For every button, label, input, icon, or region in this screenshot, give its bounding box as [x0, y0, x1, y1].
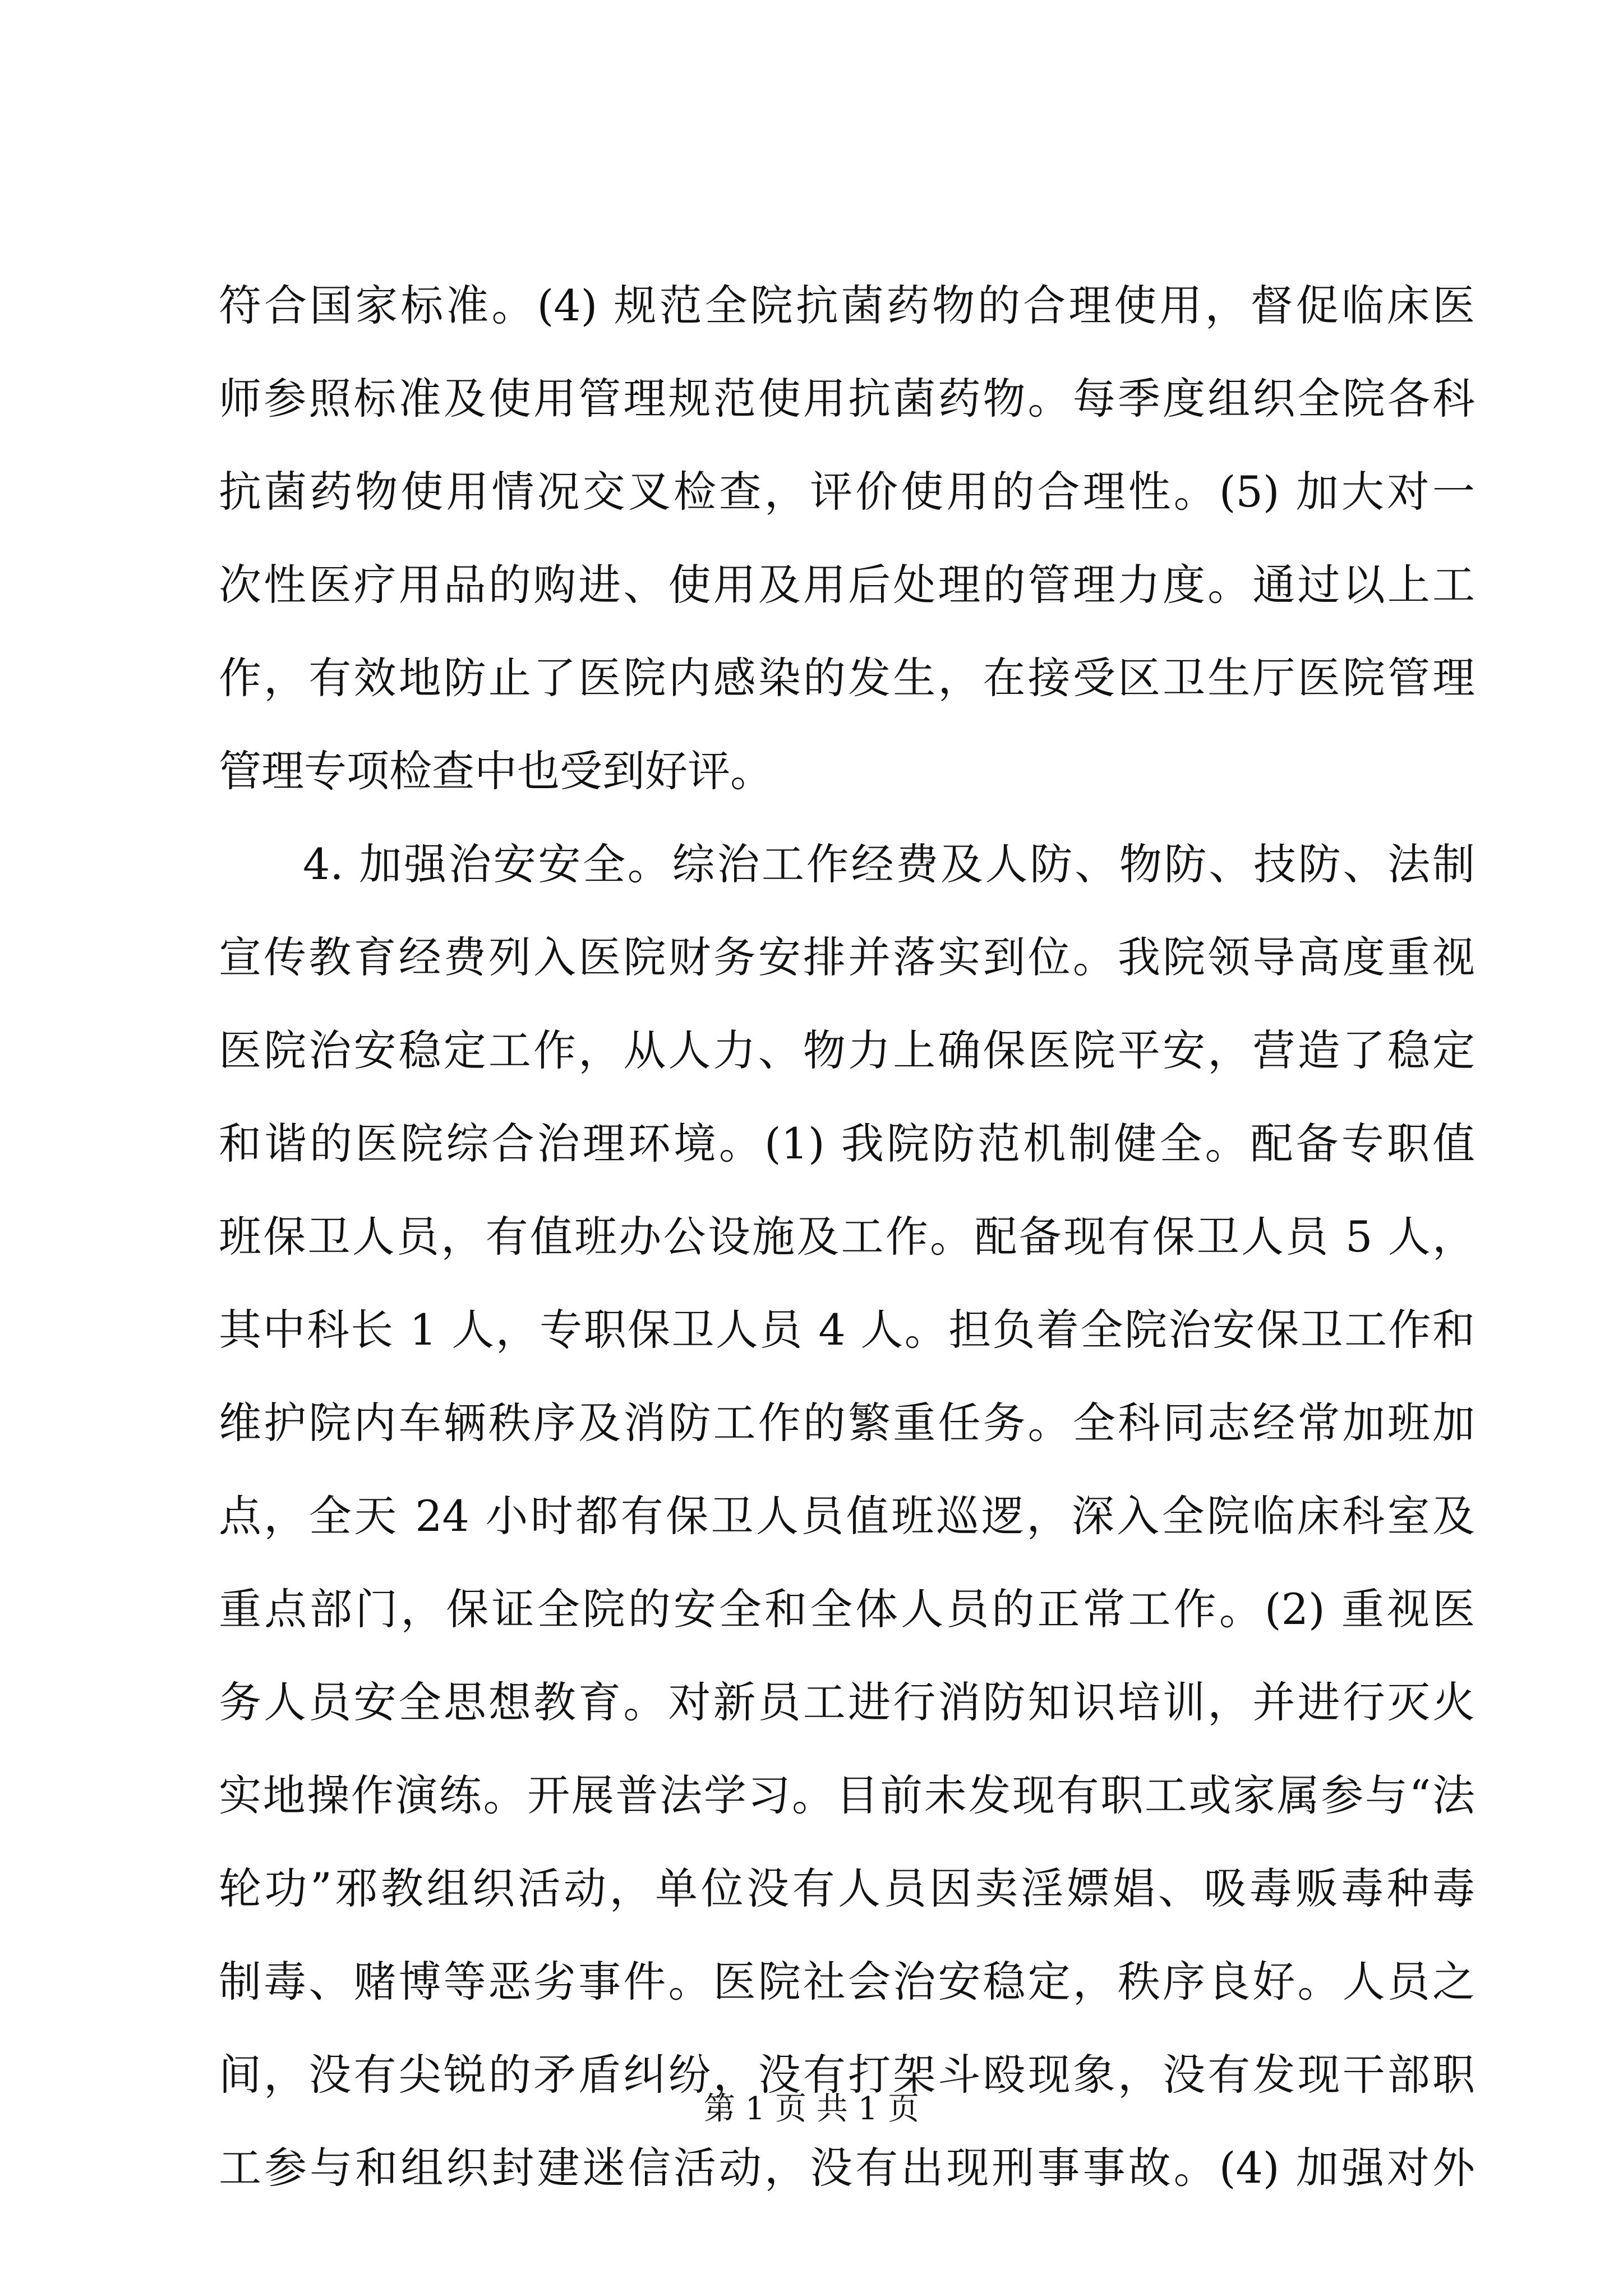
text-line: 点，全天 24 小时都有保卫人员值班巡逻，深入全院临床科室及: [219, 1491, 1475, 1541]
page-number-label: 第 1 页 共 1 页: [703, 2091, 920, 2127]
text-line: 医院治安稳定工作，从人力、物力上确保医院平安，营造了稳定: [219, 1025, 1475, 1075]
paragraph-start-line: 4. 加强治安安全。综治工作经费及人防、物防、技防、法制: [303, 839, 1475, 889]
text-line: 其中科长 1 人，专职保卫人员 4 人。担负着全院治安保卫工作和: [219, 1305, 1475, 1355]
text-line: 次性医疗用品的购进、使用及用后处理的管理力度。通过以上工: [219, 560, 1475, 610]
text-line: 师参照标准及使用管理规范使用抗菌药物。每季度组织全院各科: [219, 374, 1475, 424]
text-line: 班保卫人员，有值班办公设施及工作。配备现有保卫人员 5 人，: [219, 1212, 1475, 1262]
text-line: 轮功”邪教组织活动，单位没有人员因卖淫嫖娼、吸毒贩毒种毒: [219, 1864, 1475, 1913]
text-line: 工参与和组织封建迷信活动，没有出现刑事事故。(4) 加强对外: [219, 2143, 1475, 2193]
text-line: 作，有效地防止了医院内感染的发生，在接受区卫生厅医院管理: [219, 653, 1475, 703]
body-text: [219, 259, 1475, 2215]
text-line: 和谐的医院综合治理环境。(1) 我院防范机制健全。配备专职值: [219, 1119, 1475, 1168]
text-line: 符合国家标准。(4) 规范全院抗菌药物的合理使用，督促临床医: [219, 280, 1475, 330]
text-line: 管理专项检查中也受到好评。: [219, 746, 773, 796]
text-line: 间，没有尖锐的矛盾纠纷，没有打架斗殴现象，没有发现干部职: [219, 2050, 1475, 2100]
text-line: 抗菌药物使用情况交叉检查，评价使用的合理性。(5) 加大对一: [219, 467, 1475, 517]
text-line: 制毒、赌博等恶劣事件。医院社会治安稳定，秩序良好。人员之: [219, 1957, 1475, 2007]
text-line: 维护院内车辆秩序及消防工作的繁重任务。全科同志经常加班加: [219, 1398, 1475, 1448]
page-footer: [0, 2087, 1623, 2132]
text-line: 宣传教育经费列入医院财务安排并落实到位。我院领导高度重视: [219, 932, 1475, 982]
text-line: 实地操作演练。开展普法学习。目前未发现有职工或家属参与“法: [219, 1770, 1475, 1820]
text-line: 重点部门，保证全院的安全和全体人员的正常工作。(2) 重视医: [219, 1584, 1475, 1634]
text-line: 务人员安全思想教育。对新员工进行消防知识培训，并进行灭火: [219, 1677, 1475, 1727]
